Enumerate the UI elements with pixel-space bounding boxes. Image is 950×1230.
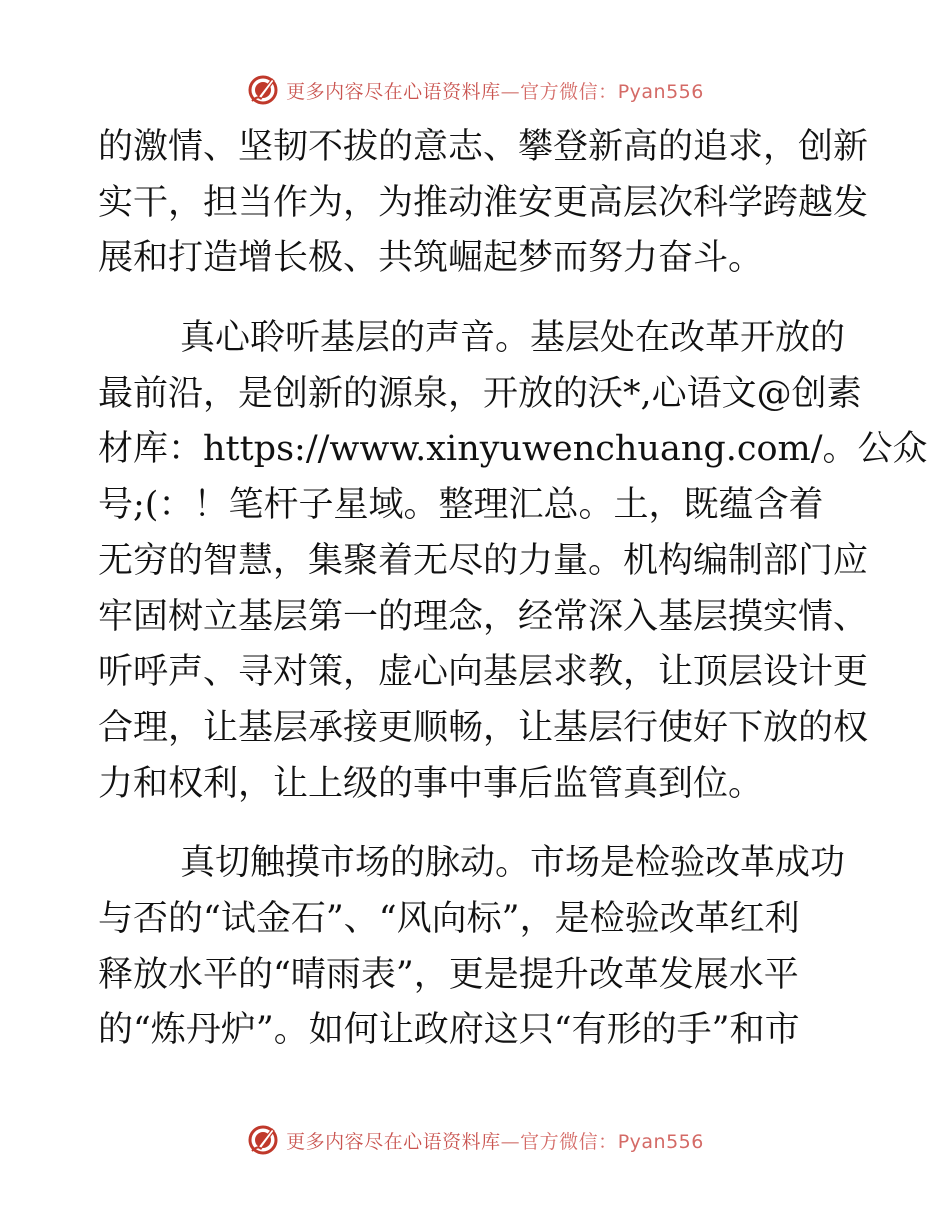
header-banner [0, 70, 950, 110]
header-separator: — [500, 80, 521, 103]
header-wechat-id: Pyan556 [617, 80, 704, 103]
footer-banner [0, 1120, 950, 1160]
footer-separator: — [500, 1130, 521, 1153]
paragraph-gap [98, 812, 858, 836]
text-line: 材库：https://www.xinyuwenchuang.com/。公众 [98, 429, 928, 470]
footer-wechat-label: 官方微信： [520, 1130, 618, 1153]
paragraph-2 [98, 311, 928, 812]
paragraph-gap [98, 287, 858, 311]
footer-text [286, 1127, 704, 1154]
quill-seal-logo-icon [246, 73, 280, 107]
text-line: 与否的“试金石”、“风向标”，是检验改革红利 [98, 898, 800, 939]
header-wechat-label: 官方微信： [520, 80, 618, 103]
text-line: 合理，让基层承接更顺畅，让基层行使好下放的权 [98, 707, 869, 748]
text-line: 实干，担当作为，为推动淮安更高层次科学跨越发 [98, 182, 869, 223]
document-body [98, 120, 928, 1059]
footer-brand: 更多内容尽在心语资料库 [286, 1130, 501, 1153]
text-line: 听呼声、寻对策，虚心向基层求教，让顶层设计更 [98, 652, 869, 693]
quill-seal-logo-icon [246, 1123, 280, 1157]
text-line: 牢固树立基层第一的理念，经常深入基层摸实情、 [98, 596, 869, 637]
header-brand: 更多内容尽在心语资料库 [286, 80, 501, 103]
footer-wechat-id: Pyan556 [617, 1130, 704, 1153]
text-line: 最前沿，是创新的源泉，开放的沃*,心语文@创素 [98, 373, 862, 414]
text-line: 的激情、坚韧不拔的意志、攀登新高的追求，创新 [98, 127, 869, 167]
text-line: 真心聆听基层的声音。基层处在改革开放的 [180, 318, 846, 359]
text-line: 无穷的智慧，集聚着无尽的力量。机构编制部门应 [98, 540, 869, 581]
text-line: 展和打造增长极、共筑崛起梦而努力奋斗。 [98, 238, 764, 279]
text-line: 力和权利，让上级的事中事后监管真到位。 [98, 763, 764, 804]
header-text [286, 77, 704, 104]
text-line: 释放水平的“晴雨表”，更是提升改革发展水平 [98, 954, 799, 995]
text-line: 的“炼丹炉”。如何让政府这只“有形的手”和市 [98, 1010, 800, 1051]
paragraph-1 [98, 120, 869, 287]
text-line: 真切触摸市场的脉动。市场是检验改革成功 [180, 843, 846, 884]
paragraph-3 [98, 836, 858, 1059]
text-line: 号;(：！笔杆子星域。整理汇总。土，既蕴含着 [98, 485, 824, 526]
